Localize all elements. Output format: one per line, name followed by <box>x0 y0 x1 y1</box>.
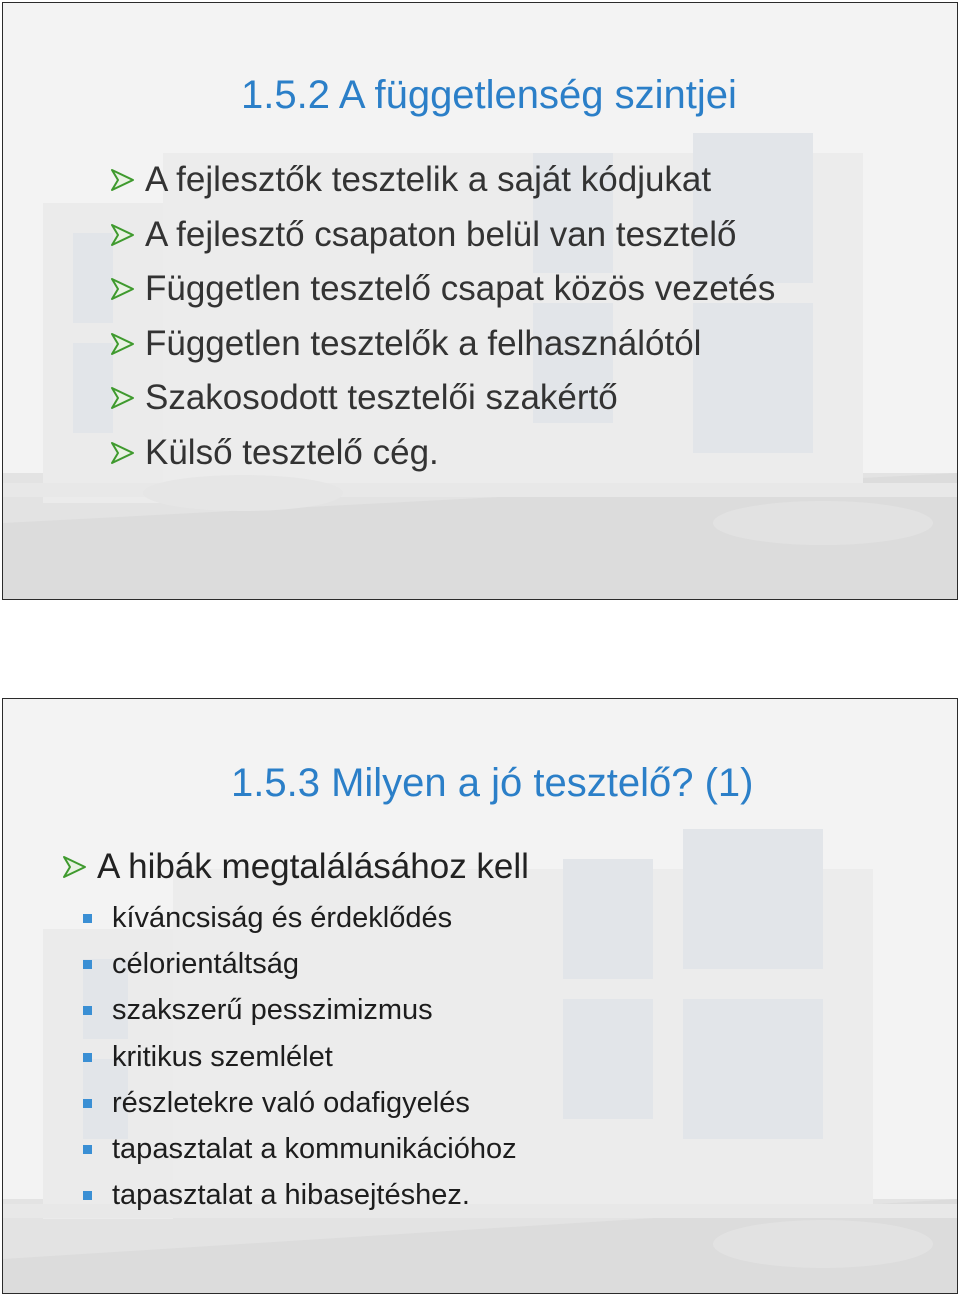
list-item-label: Független tesztelő csapat közös vezetés <box>145 269 776 309</box>
list-item <box>83 895 517 941</box>
list-item-label: Független tesztelők a felhasználótól <box>145 323 702 363</box>
slide-title: 1.5.2 A függetlenség szintjei <box>241 73 737 117</box>
list-item <box>109 208 775 263</box>
list-item <box>83 1126 517 1172</box>
square-bullet-icon <box>83 1006 92 1015</box>
list-item <box>83 941 517 987</box>
square-bullet-icon <box>83 960 92 969</box>
arrow-bullet-icon <box>109 385 137 411</box>
arrow-bullet-icon <box>109 440 137 466</box>
list-item <box>109 317 775 372</box>
list-item-label: kíváncsiság és érdeklődés <box>112 901 453 934</box>
list-item-label: Külső tesztelő cég. <box>145 432 439 472</box>
square-bullet-icon <box>83 1191 92 1200</box>
arrow-bullet-icon <box>61 854 89 880</box>
arrow-bullet-icon <box>109 276 137 302</box>
slide-1 <box>2 2 958 600</box>
list-item <box>109 426 775 481</box>
list-item-label: részletekre való odafigyelés <box>112 1086 470 1119</box>
list-item-label: A fejlesztők tesztelik a saját kódjukat <box>145 160 712 200</box>
list-item <box>109 262 775 317</box>
list-item-label: tapasztalat a hibasejtéshez. <box>112 1179 470 1212</box>
square-bullet-icon <box>83 1145 92 1154</box>
list-item <box>109 153 775 208</box>
list-item <box>83 988 517 1034</box>
list-item-label: szakszerű pesszimizmus <box>112 994 433 1027</box>
slide-title: 1.5.3 Milyen a jó tesztelő? (1) <box>231 761 754 805</box>
list-item <box>83 1034 517 1080</box>
arrow-bullet-icon <box>109 331 137 357</box>
list-item-label: tapasztalat a kommunikációhoz <box>112 1133 517 1166</box>
list-item-label: A fejlesztő csapaton belül van tesztelő <box>145 214 737 254</box>
sub-bullet-list <box>83 895 517 1219</box>
bullet-list <box>109 153 775 480</box>
arrow-bullet-icon <box>109 167 137 193</box>
square-bullet-icon <box>83 1053 92 1062</box>
square-bullet-icon <box>83 914 92 923</box>
list-item-label: Szakosodott tesztelői szakértő <box>145 378 618 418</box>
list-item-label: kritikus szemlélet <box>112 1040 333 1073</box>
main-bullet-label: A hibák megtalálásához kell <box>97 847 529 886</box>
main-bullet <box>61 847 529 887</box>
square-bullet-icon <box>83 1099 92 1108</box>
list-item <box>109 371 775 426</box>
list-item <box>83 1080 517 1126</box>
list-item <box>83 1173 517 1219</box>
list-item-label: célorientáltság <box>112 947 299 980</box>
slide-2 <box>2 698 958 1294</box>
arrow-bullet-icon <box>109 222 137 248</box>
